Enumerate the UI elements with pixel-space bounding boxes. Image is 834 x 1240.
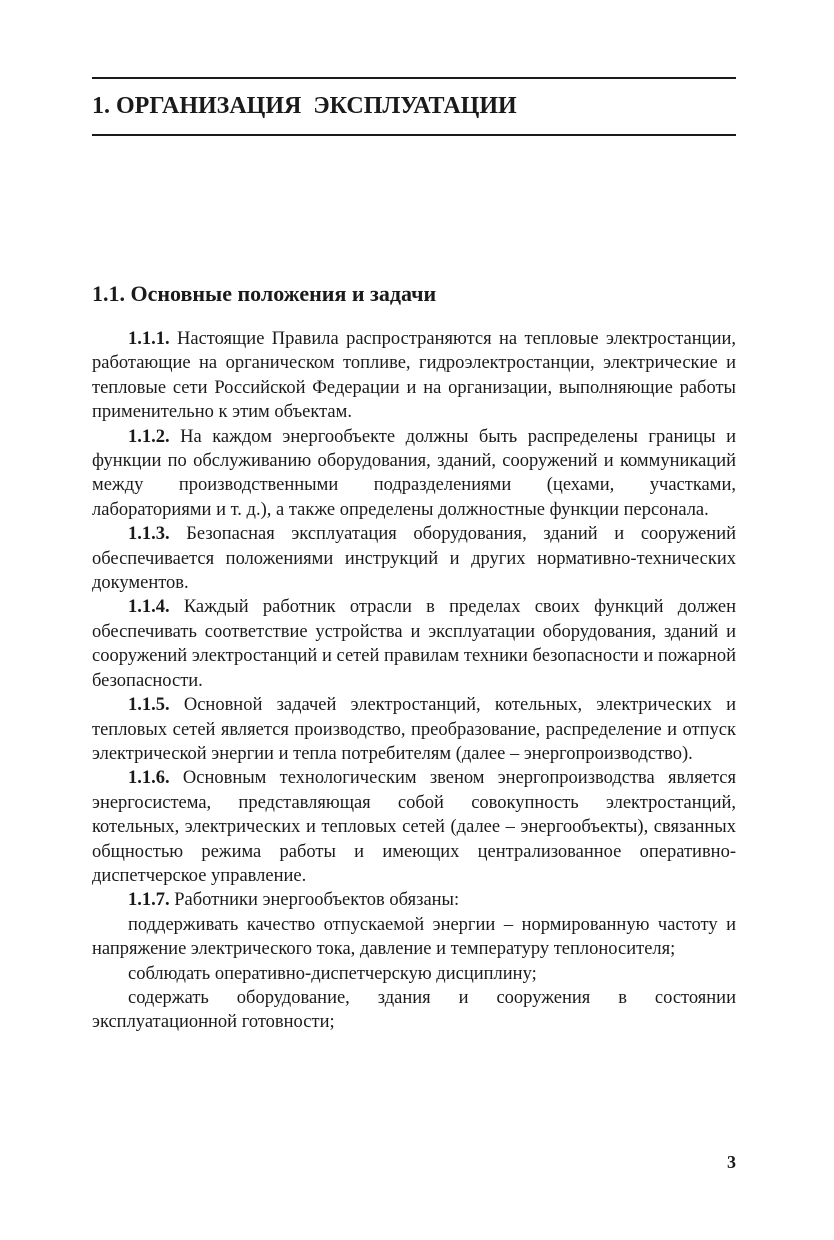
paragraph-text: Настоящие Правила распространяются на тепловые электростанции, работающие на органическом топливе, гидроэлектростанции, электрические и тепловые сети Российской Федерации и на организации, выполняющие работы применительно к этим объектам. xyxy=(92,329,736,423)
page-number: 3 xyxy=(727,1152,736,1172)
duty-item xyxy=(92,913,736,962)
paragraph-1-1-5 xyxy=(92,693,736,766)
header-bottom-rule xyxy=(92,134,736,136)
paragraph-text: Работники энергообъектов обязаны: xyxy=(169,890,460,911)
paragraph-number: 1.1.1. xyxy=(128,329,170,349)
paragraph-number: 1.1.7. xyxy=(128,890,170,911)
paragraph-text: На каждом энергообъекте должны быть распределены границы и функции по обслуживанию оборудования, зданий, сооружений и коммуникаций между производственными подразделениями (цехами, участками, лабораториями и т. д.), а также определены должностные функции персонала. xyxy=(92,426,736,520)
duty-item xyxy=(92,962,736,986)
body-text xyxy=(92,327,736,1035)
paragraph-text: соблюдать оперативно-диспетчерскую дисциплину; xyxy=(128,963,537,984)
paragraph-1-1-3 xyxy=(92,522,736,595)
paragraph-text: Каждый работник отрасли в пределах своих функций должен обеспечивать соответствие устройства и эксплуатации оборудования, зданий и сооружений электростанций и сетей правилам техники безопасности и пожарной безопасности. xyxy=(92,597,736,691)
paragraph-number: 1.1.6. xyxy=(128,768,170,789)
paragraph-text: содержать оборудование, здания и сооружения в состоянии эксплуатационной готовности; xyxy=(92,987,736,1033)
paragraph-number: 1.1.2. xyxy=(128,426,170,447)
paragraph-text: поддерживать качество отпускаемой энергии – нормированную частоту и напряжение электрического тока, давление и температуру теплоносителя; xyxy=(92,914,736,960)
paragraph-number: 1.1.3. xyxy=(128,524,170,545)
paragraph-1-1-2 xyxy=(92,425,736,523)
paragraph-1-1-1 xyxy=(92,327,736,425)
document-page xyxy=(92,0,736,1240)
paragraph-1-1-6 xyxy=(92,766,736,888)
header-top-rule xyxy=(92,77,736,79)
paragraph-1-1-4 xyxy=(92,595,736,693)
duty-item xyxy=(92,986,736,1035)
paragraph-text: Безопасная эксплуатация оборудования, зданий и сооружений обеспечивается положениями инструкций и других нормативно-технических документов. xyxy=(92,524,736,594)
section-title: 1.1. Основные положения и задачи xyxy=(92,281,437,306)
paragraph-number: 1.1.4. xyxy=(128,597,170,618)
chapter-title: 1. ОРГАНИЗАЦИЯ ЭКСПЛУАТАЦИИ xyxy=(92,93,517,119)
paragraph-1-1-7 xyxy=(92,888,736,912)
paragraph-text: Основной задачей электростанций, котельных, электрических и тепловых сетей является производство, преобразование, распределение и отпуск электрической энергии и тепла потребителям (далее – энергопроизводство). xyxy=(92,695,736,764)
paragraph-text: Основным технологическим звеном энергопроизводства является энергосистема, представляющая собой совокупность электростанций, котельных, электрических и тепловых сетей (далее – энергообъекты), связанных общностью режима работы и имеющих централизованное оперативно-диспетчерское управление. xyxy=(92,768,736,886)
paragraph-number: 1.1.5. xyxy=(128,695,170,716)
